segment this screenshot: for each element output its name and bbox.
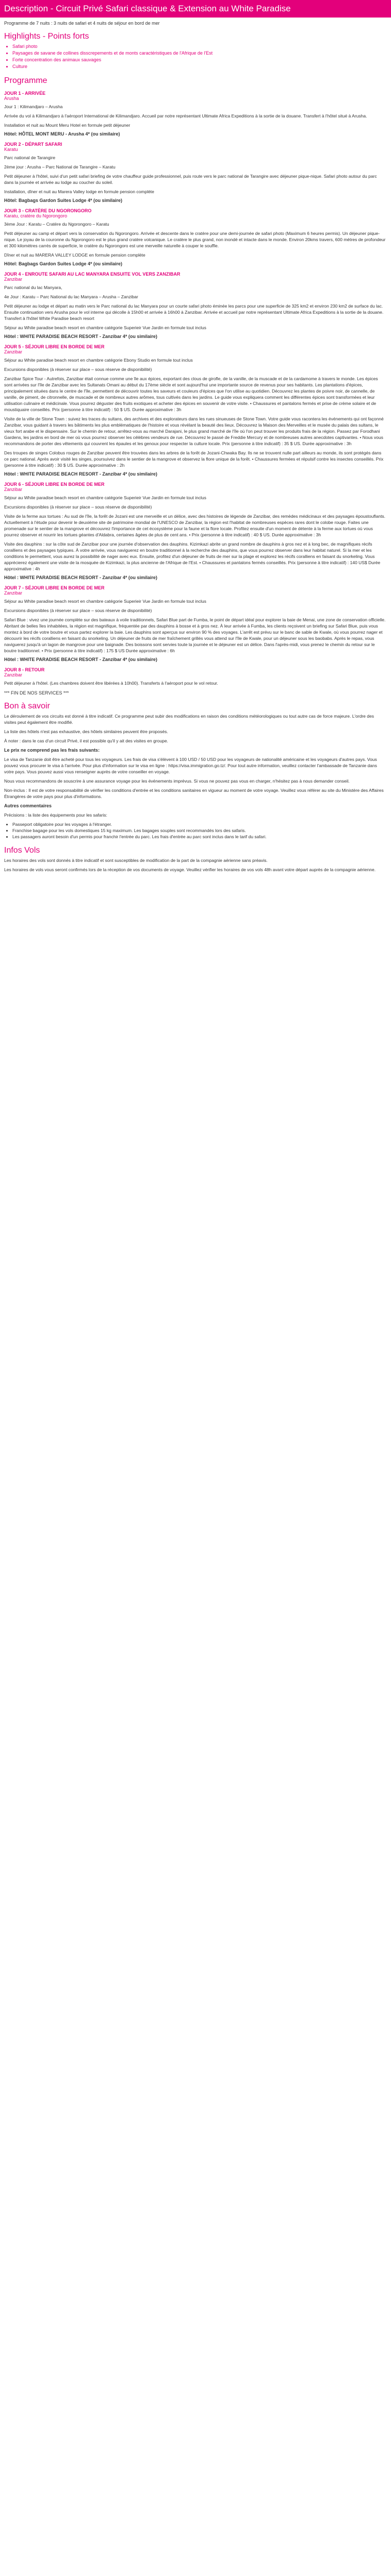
good-to-know-text: Le déroulement de vos circuits est donné à titre indicatif. Ce programme peut subir des modifications en raison des conditions météorologiques ou tout autre cas de force majeure. L'ordre des visites peut également être modifié. — [4, 714, 374, 725]
day-paragraph: Petit déjeuner au lodge et départ au matin vers le Parc national du lac Manyara pour un courte safari photo éminée les parcs pour une superficie de 325 km2 et environ 230 km2 de surface du lac. Ensuite continuation vers Arusha pour le vol interne qui décolle à 15h00 et arrivée à 16h00 à Zanzibar. Arrivée et accueil par notre représentant Ultimate Africa Expeditions à la sortie de la douane. Transfert à l'hôtel White Paradise beach resort — [4, 303, 384, 321]
highlight-item: • Forte concentration des animaux sauvages — [12, 57, 387, 63]
flight-info-text: Les horaires des vols sont donnés à titre indicatif et sont susceptibles de modification de la part de la compagnie aérienne sans préavis. — [4, 858, 268, 863]
intro-text: Programme de 7 nuits : 3 nuits de safari et 4 nuits de séjour en bord de mer — [4, 21, 160, 26]
good-to-know-text: La liste des hôtels n'est pas exhaustive, des hôtels similaires peuvent être proposés. — [4, 729, 168, 734]
page — [0, 0, 391, 896]
flight-info-block — [4, 857, 387, 873]
day-location: Arusha — [4, 96, 19, 101]
day-paragraph: Des troupes de singes Colobus rouges de Zanzibar peuvent être trouvées dans les arbres de la forêt de Jozani-Chwaka Bay. Ils ne se trouvent nulle part ailleurs au monde, ils sont protégés dans ce parc national. Après avoir visité les singes, poursuivez dans le sentier de la mangrove et observez la flore unique de la forêt. • Chaussures fermées et répulsif contre les insectes conseillés. Prix (personne à titre indicatif) : 30 $ US. Durée approximative : 2h — [4, 450, 384, 468]
day-location: Zanzibar — [4, 277, 23, 282]
day-hotel: Hôtel : WHITE PARADISE BEACH RESORT - Zanzibar 4* (ou similaire) — [4, 334, 157, 339]
day-section — [4, 91, 387, 137]
price-excludes-heading: Le prix ne comprend pas les frais suivants: — [4, 748, 100, 753]
flight-info-text: Les horaires de vols vous seront confirmés lors de la réception de vos documents de voyage. Veuillez vérifier les horaires de vos vols 48h avant votre départ auprès de la compagnie aérienne. — [4, 867, 376, 872]
day-title: JOUR 4 - ENROUTE SAFARI AU LAC MANYARA ENSUITE VOL VERS ZANZIBAR — [4, 272, 181, 277]
day-paragraph: Visite de la ferme aux tortues : Au sud de l'île, la forêt de Jozani est une merveille et un délice, avec des histoires de légende de Zanzibar, des remèdes médicinaux et des paysages époustouflants. Actuellement à l'étude pour devenir le deuxième site de patrimoine mondial de l'UNESCO de Zanzibar, la région est l'habitat de nombreuses espèces rares dont le colobe rouge. Faites une promenade sur le sentier de la mangrove et découvrez l'importance de cet écosystème pour la faune et la flore locale. Profitez ensuite d'un moment de détente à la ferme aux tortues où vous pourrez observer et nourrir les tortues géantes d'Aldabra, certaines âgées de plus de cent ans. • Prix (personne à titre indicatif) : 40 $ US. Durée approximative : 3h — [4, 514, 386, 537]
day-title: JOUR 8 - RETOUR — [4, 667, 45, 672]
day-section — [4, 208, 387, 266]
day-location: Zanzibar — [4, 349, 23, 354]
day-paragraph: Séjour au White paradise beach resort en chambre catégorie Superieir Vue Jardin en formule tout inclus — [4, 495, 206, 500]
day-paragraph: Installation et nuit au Mount Meru Hotel en formule petit déjeuner — [4, 123, 131, 128]
day-hotel: Hôtel: Bagbags Gardon Suites Lodge 4* (ou similaire) — [4, 198, 123, 203]
day-location: Karatu — [4, 147, 18, 152]
day-title: JOUR 7 - SÉJOUR LIBRE EN BORDE DE MER — [4, 585, 105, 590]
day-paragraph: Excursions disponibles (à réserver sur place – sous réserve de disponibilité) — [4, 367, 152, 372]
price-excludes-text: Non-inclus : Il est de votre responsabilité de vérifier les conditions d'entrée et les conditions sanitaires en vigueur au moment de votre voyage. Veuillez vous référer au site du Ministère des Affaires Étrangères de votre pays pour plus d'informations. — [4, 788, 384, 799]
list-item: • Les passagers auront besoin d'un permis pour franchir l'entrée du parc. Les frais d'entrée au parc sont inclus dans le tarif du safari. — [12, 834, 387, 840]
day-paragraph: Jour 1 : Kilimandjaro – Arusha — [4, 104, 63, 109]
days-list — [4, 91, 387, 686]
highlight-item: • Safari photo — [12, 43, 387, 50]
list-item: • Passeport obligatoire pour les voyages à l'étranger. — [12, 821, 387, 827]
day-paragraph: Arrivée du vol à Kilimandjaro à l'aéroport International de Kilimandjaro. Accueil par notre représentant Ultimate Africa Expeditions à la sortie de la douane. Transfert à l'hôtel situé à Arusha. — [4, 113, 367, 118]
day-location: Zanzibar — [4, 590, 23, 596]
day-location: Zanzibar — [4, 487, 23, 492]
day-location: Zanzibar — [4, 672, 23, 677]
day-paragraph: Parc national du lac Manyara, — [4, 285, 62, 290]
day-location: Karatu, cratère du Ngorongoro — [4, 213, 68, 218]
day-paragraph: 2ème jour : Arusha – Parc National de Tarangire – Karatu — [4, 164, 116, 170]
day-paragraph: 3ème Jour : Karatu – Cratère du Ngorongoro – Karatu — [4, 222, 109, 227]
day-paragraph: Excursions disponibles (à réserver sur place – sous réserve de disponibilité) — [4, 608, 152, 613]
highlight-item: • Culture — [12, 63, 387, 70]
other-comments-heading: Autres commentaires — [4, 803, 52, 808]
highlight-item: • Paysages de savane de collines disscrepements et de monts caractéristiques de l'Afrique de l'Est — [12, 50, 387, 57]
day-title: JOUR 5 - SÉJOUR LIBRE EN BORDE DE MER — [4, 344, 105, 349]
day-title: JOUR 1 - ARRIVÉE — [4, 91, 46, 96]
programme-heading: Programme — [4, 76, 47, 85]
other-comments-list — [12, 821, 387, 840]
day-paragraph: Parc national de Tarangire — [4, 155, 56, 160]
day-paragraph: 4e Jour : Karatu – Parc National du lac Manyara – Arusha – Zanzibar — [4, 294, 138, 299]
day-title: JOUR 2 - DÉPART SAFARI — [4, 142, 62, 147]
good-to-know-heading: Bon à savoir — [4, 702, 50, 710]
page-title: Description - Circuit Privé Safari classique & Extension au White Paradise — [0, 0, 391, 18]
day-paragraph: Petit déjeuner à l'hôtel, suivi d'un petit safari briefing de votre chauffeur guide professionnel, puis route vers le parc national de Tarangire avec déjeuner pique-nique. Safari photo autour du parc dans la journée et arrivée au lodge au coucher du soleil. — [4, 174, 377, 185]
list-item: • Franchise bagage pour les vols domestiques 15 kg maximum. Les bagages souples sont recommandés lors des safaris. — [12, 827, 387, 834]
day-title: JOUR 3 - CRATÈRE DU NGORONGORO — [4, 208, 92, 213]
day-paragraph: Visite de la ville de Stone Town : suivez les traces du sultans, des archives et des explorateurs dans les rues sinueuses de Stone Town. Votre guide vous racontera les événements qui ont façonné Zanzibar, vous guidant à travers les bâtiments les plus emblématiques de l'histoire et vous révélant la beauté des lieux. Découvrez la Maison des Merveilles et le musée du palais des sultans, le vieux fort arabe et le dispensaire. Sur le chemin de retour, arrêtez-vous au marché Darajani, le plus grand marché de l'île où l'on peut trouver les produits frais de la région. Passez par Forodhani Gardens, les jardins en bord de mer où vous pourrez observer les célèbres vendeurs de rue. Découvrez le passé de Freddie Mercury et de nombreuses autres anecdotes captivantes. • Nous vous recommandons de porter des vêtements qui couvrent les épaules et les genoux pour respecter la culture locale. Prix (personne à titre indicatif) : 35 $ US. Durée approximative : 3h — [4, 416, 384, 446]
day-hotel: Hôtel : WHITE PARADISE BEACH RESORT - Zanzibar 4* (ou similaire) — [4, 575, 157, 580]
day-hotel: Hôtel : WHITE PARADISE BEACH RESORT - Zanzibar 4* (ou similaire) — [4, 657, 157, 662]
highlights-heading: Highlights - Points forts — [4, 32, 89, 41]
day-hotel: Hôtel : WHITE PARADISE BEACH RESORT - Zanzibar 4* (ou similaire) — [4, 471, 157, 477]
day-hotel: Hôtel: Bagbags Gardon Suites Lodge 4* (ou similaire) — [4, 261, 123, 266]
day-paragraph: Excursions disponibles (à réserver sur place – sous réserve de disponibilité) — [4, 504, 152, 510]
day-paragraph: Petit déjeuner à l'hôtel. (Les chambres doivent être libérées à 10h00). Transferts à l'aéroport pour le vol retour. — [4, 681, 218, 686]
day-title: JOUR 6 - SÉJOUR LIBRE EN BORDE DE MER — [4, 482, 105, 487]
day-paragraph: Séjour au White paradise beach resort en chambre catégorie Superieir Vue Jardin en formule tout inclus — [4, 325, 206, 330]
day-section — [4, 482, 387, 580]
price-excludes-text: Le visa de Tanzanie doit être acheté pour tous les voyageurs. Les frais de visa s'élèvent à 100 USD / 50 USD pour les voyageurs de nationalité américaine et les voyageurs d'autres pays. Vous pouvez vous procurer le visa à l'arrivée. Pour plus d'information sur le visa en ligne : https://visa.immigration.go.tz/. Pour tout autre information, veuillez contacter l'ambassade de Tanzanie dans votre pays. Vous pouvez aussi vous renseigner auprès de votre conseiller en voyage. — [4, 757, 377, 774]
day-paragraph: Séjour au White paradise beach resort en chambre catégorie Ebony Studio en formule tout inclus — [4, 358, 193, 363]
day-section — [4, 585, 387, 662]
day-paragraph: Zanzibar Spice Tour - Autrefois, Zanzibar était connue comme une île aux épices, exportant des clous de girofle, de la vanille, de la muscade et de la cardamome à travers le monde. Les épices sont arrivées sur l'île de Zanzibar avec les Sultanats Omani au début du 17ème siècle et sont aujourd'hui une importante source de revenus pour ses habitants. Les plantations d'épices, principalement situées dans le centre de l'île, permettent de découvrir toutes les saveurs et couleurs d'épices que l'on utilise au quotidien. Découvrez les plantes de poivre noir, de cannelle, de vanille, de piment, de citronnelle, de muscade et de nombreux autres arômes, tous cultivés dans les jardins. Le guide vous expliquera comment les différentes épices sont transformées et leur utilisation culinaire et médicinale. Vous pourrez déguster des fruits exotiques et acheter des épices en souvenir de votre visite. • Chaussures et pantalons fermés et prise de crème solaire et de moustiquaire conseillés. Prix (personne à titre indicatif) : 50 $ US. Durée approximative : 3h — [4, 376, 378, 412]
day-paragraph: Safari Blue : vivez une journée complète sur des bateaux à voile traditionnels, Safari Blue part de Fumba, le point de départ idéal pour explorer la baie de Menai, une zone de conservation officielle. Abritant de belles îles inhabitées, la région est magnifique, fréquentée par des dauphins à bosse et à gros nez. À leur arrivée à Fumba, les clients reçoivent un briefing sur Safari Blue, puis vous montez à bord de votre boutre et vous partez explorer la baie. Les dauphins sont aperçus sur environ 90 % des voyages. L'arrêt est prévu sur le banc de sable de Kwale, où vous pourrez nager et découvrir les récifs coralliens en faisant du snorkeling. Un déjeuner de fruits de mer fraîchement grillés vous attend sur l'île de Kwale, pour un déjeuner sous les baobabs. Après le repas, vous naviguerez jusqu'à un lagon de mangrove pour une baignade. Des boissons sont servies toute la journée et le déjeuner est un délice. Dans l'après-midi, vous prenez le chemin du retour sur le boutre traditionnel. • Prix (personne à titre indicatif) : 175 $ US Durée approximative : 6h — [4, 617, 386, 653]
day-section — [4, 272, 387, 339]
end-of-services: *** FIN DE NOS SERVICES *** — [4, 690, 69, 696]
day-section — [4, 344, 387, 477]
day-paragraph: Dîner et nuit au MARERA VALLEY LODGE en formule pension complète — [4, 252, 145, 258]
day-paragraph: Installation, dîner et nuit au Marera Valley lodge en formule pension complète — [4, 189, 154, 194]
other-comments-intro: Précisions : la liste des équipements pour les safaris: — [4, 812, 107, 818]
flight-info-heading: Infos Vols — [4, 846, 40, 855]
day-paragraph: Visite des dauphins : sur la côte sud de Zanzibar pour une journée d'observation des dauphins. Kizimkazi abrite un grand nombre de dauphins à gros nez et à long bec, de magnifiques récifs coralliens et des paysages typiques. À votre arrivée, vous naviguerez en boutre traditionnel à la recherche des dauphins, que vous pourrez observer dans leur habitat naturel. Si la mer et les conditions le permettent, vous aurez la possibilité de nager avec eux. Ensuite, profitez d'un déjeuner de fruits de mer sur la plage et explorez les récifs coralliens en faisant du snorkeling. Vous apprécierez également une visite de la mosquée de Kizimkazi, la plus ancienne de l'Afrique de l'Est. • Chaussures et pantalons fermés conseillés. Prix (personne à titre indicatif) : 140 US$ Durée approximative : 4h — [4, 541, 381, 571]
day-paragraph: Petit déjeuner au camp et départ vers la conservation du Ngorongoro. Arrivée et descente dans le cratère pour une demi-journée de safari photo (Maximum 6 heures permis). Un déjeuner pique-nique. Le joyau de la couronne du Ngorongoro est le plus grand cratère volcanique. Le cratère le plus grand, non inondé et intacte dans le monde. Environ 20kms travers, 600 mètres de profondeur et 300 kilomètres carrés de superficie, le cratère du Ngorongoro est une merveille naturelle à couper le souffle. — [4, 231, 386, 248]
good-to-know-text: À noter : dans le cas d'un circuit Privé, il est possible qu'il y ait des visites en groupe. — [4, 738, 168, 743]
day-hotel: Hôtel: HÔTEL MONT MERU - Arusha 4* (ou similaire) — [4, 131, 120, 137]
price-excludes-text: Nous vous recommandons de souscrire à une assurance voyage pour les événements imprévus. Si vous ne pouvez pas vous en charger, n'hésitez pas à nous demander conseil. — [4, 778, 350, 784]
day-paragraph: Séjour au White paradise beach resort en chambre catégorie Superieir Vue Jardin en formule tout inclus — [4, 599, 206, 604]
highlights-list — [12, 43, 387, 70]
day-section — [4, 142, 387, 203]
good-to-know-block — [4, 713, 387, 840]
day-section — [4, 667, 387, 686]
